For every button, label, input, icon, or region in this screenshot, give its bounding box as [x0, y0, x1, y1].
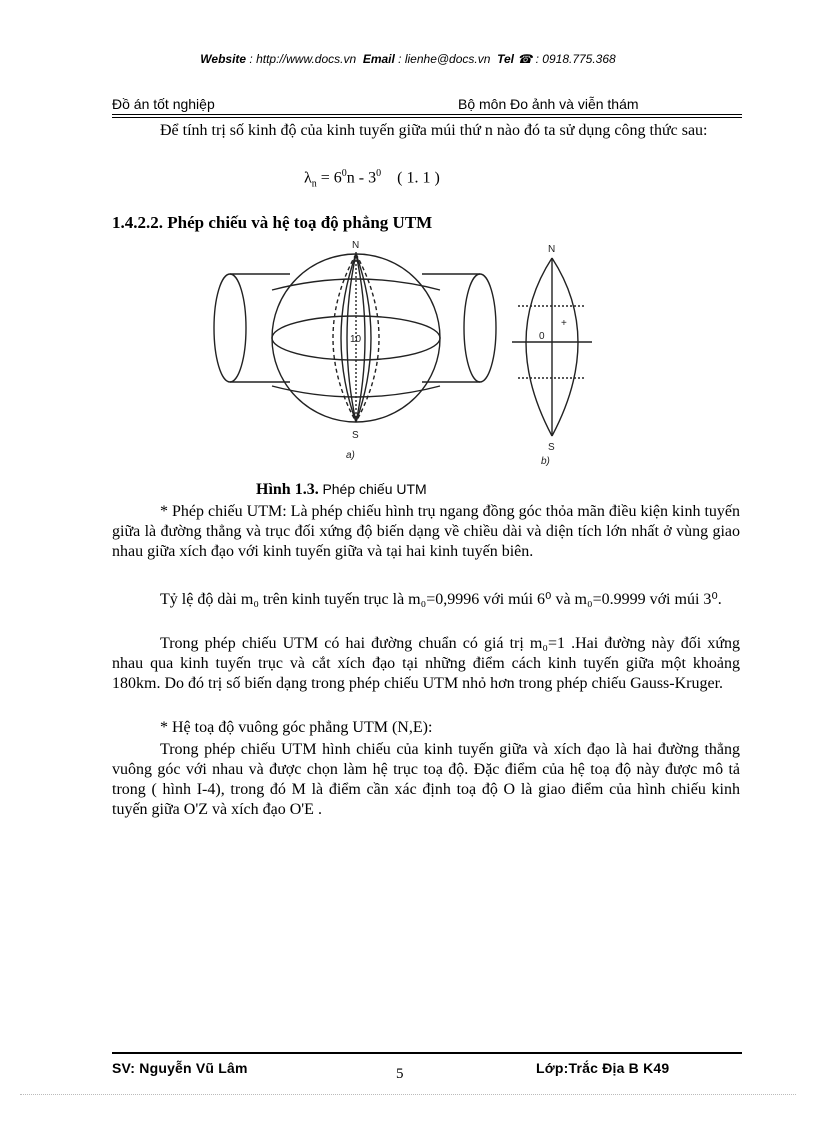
south-label-a: S [352, 430, 359, 441]
paragraph-standard-lines: Trong phép chiếu UTM có hai đường chuẩn có giá trị m₀=1 .Hai đường này đối xứng nhau qua kinh tuyến trục và cắt xích đạo tại những điểm cách kinh tuyến giữa một khoảng 180km. Do đó trị số biến dạng trong phép chiếu UTM nhỏ hơn trong phép chiếu Gauss-Kruger. [112, 635, 740, 692]
student-name: SV: Nguyễn Vũ Lâm [112, 1060, 248, 1076]
paragraph-coordinate-system-title: * Hệ toạ độ vuông góc phẳng UTM (N,E): [160, 719, 433, 736]
phone-number: : 0918.775.368 [535, 52, 616, 66]
page-number: 5 [396, 1066, 404, 1082]
website-link[interactable]: : http://www.docs.vn [249, 52, 357, 66]
page-bottom-border [20, 1094, 796, 1095]
footer-divider [112, 1052, 742, 1054]
utm-projection-figure [200, 238, 600, 470]
plus-label-b: + [561, 318, 567, 329]
north-label-b: N [548, 244, 556, 255]
intro-paragraph: Để tính trị số kinh độ của kinh tuyến giữa múi thứ n nào đó ta sử dụng công thức sau: [160, 122, 708, 139]
header-divider-thin [112, 117, 742, 118]
section-heading: 1.4.2.2. Phép chiếu và hệ toạ độ phẳng UTM [112, 213, 433, 232]
class-name: Lớp:Trắc Địa B K49 [536, 1060, 670, 1076]
website-header: Website : http://www.docs.vn Email : lienhe@docs.vn Tel ☎ : 0918.775.368 [200, 52, 616, 66]
cylinder-right-end [464, 274, 496, 382]
document-title: Đồ án tốt nghiệp [112, 96, 215, 112]
south-label-b: S [548, 442, 555, 453]
phone-icon: ☎ [517, 52, 533, 66]
cylinder-left-end [214, 274, 246, 382]
department-title: Bộ môn Đo ảnh và viễn thám [458, 96, 639, 112]
panel-label-a: a) [346, 450, 355, 461]
center-label-a: 10 [350, 334, 362, 345]
email-link[interactable]: : lienhe@docs.vn [398, 52, 491, 66]
north-label-a: N [352, 240, 360, 251]
figure-caption: Hình 1.3. Phép chiếu UTM [256, 481, 427, 498]
panel-label-b: b) [541, 456, 550, 467]
paragraph-utm-projection: * Phép chiếu UTM: Là phép chiếu hình trụ ngang đồng góc thỏa mãn điều kiện kinh tuyến giữa là đường thẳng và trục đối xứng độ biến dạng về chiều dài và diện tích lớn nhất ở vùng giao nhau giữa xích đạo với kinh tuyến giữa và tại hai kinh tuyến biên. [112, 503, 740, 560]
paragraph-coordinate-system: Trong phép chiếu UTM hình chiếu của kinh tuyến giữa và xích đạo là hai đường thẳng vuông góc với nhau và được chọn làm hệ trục toạ độ. Đặc điểm của hệ toạ độ này được mô tả trong ( hình I-4), trong đó M là điểm cần xác định toạ độ O là giao điểm của hình chiếu kinh tuyến giữa O'Z và xích đạo O'E . [112, 741, 740, 818]
header-divider [112, 114, 742, 115]
center-label-b: 0 [539, 331, 545, 342]
paragraph-scale-factor: Tỷ lệ độ dài m₀ trên kinh tuyến trục là m₀=0,9996 với múi 6⁰ và m₀=0.9999 với múi 3⁰. [160, 591, 722, 608]
formula: $\lambda_n = 6^0n - 3^0$ ( 1. 1 ) [304, 168, 440, 190]
